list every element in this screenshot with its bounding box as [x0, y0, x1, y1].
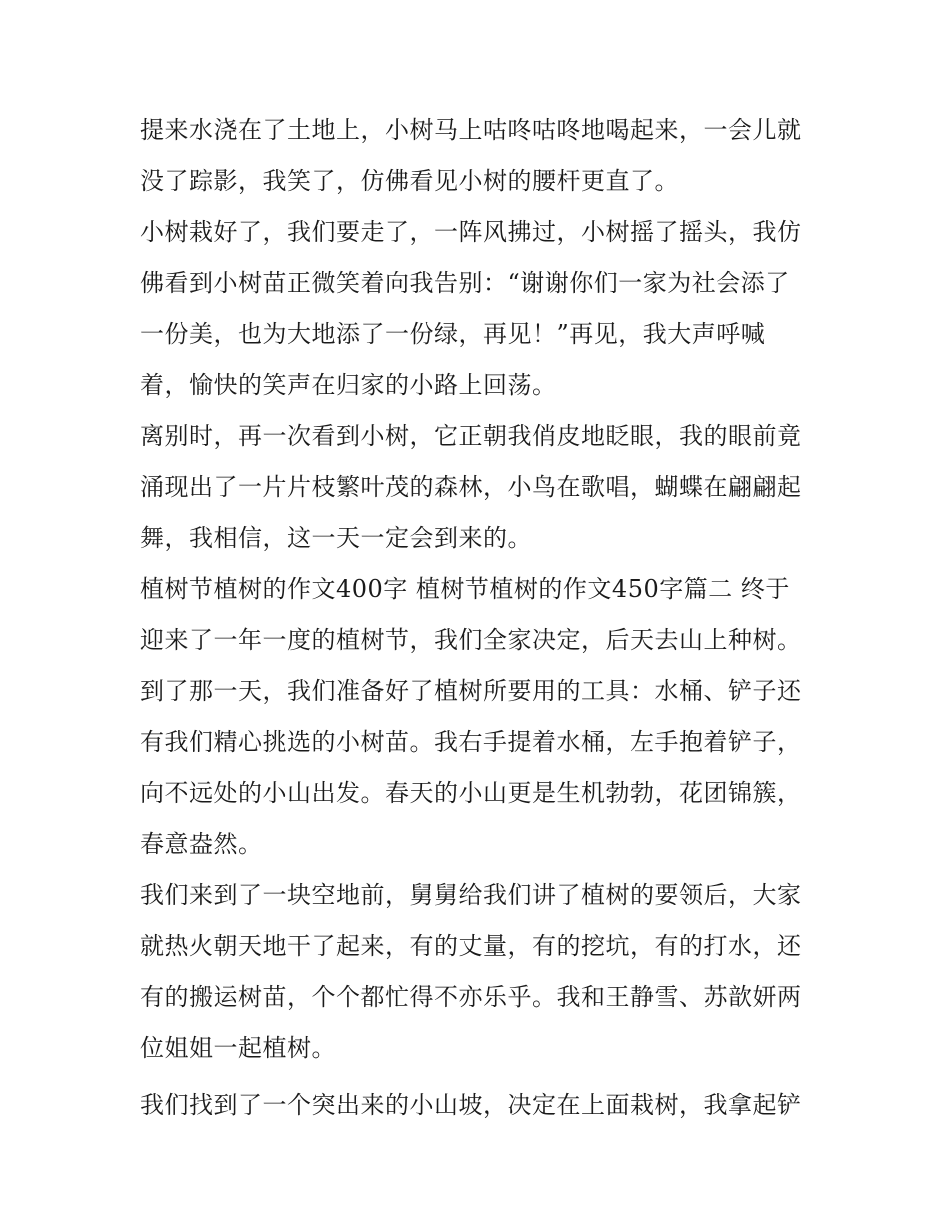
text-line: 佛看到小树苗正微笑着向我告别：“谢谢你们一家为社会添了 [140, 269, 790, 297]
text-line: 涌现出了一片片枝繁叶茂的森林，小鸟在歌唱，蝴蝶在翩翩起 [140, 473, 802, 501]
text-line: 小树栽好了，我们要走了，一阵风拂过，小树摇了摇头，我仿 [140, 218, 802, 246]
text-line: 离别时，再一次看到小树，它正朝我俏皮地眨眼，我的眼前竟 [140, 422, 802, 450]
text-line: 提来水浇在了土地上，小树马上咕咚咕咚地喝起来，一会儿就 [140, 116, 802, 144]
text-line: 有的搬运树苗，个个都忙得不亦乐乎。我和王静雪、苏歆妍两 [140, 983, 802, 1011]
text-line: 我们找到了一个突出来的小山坡，决定在上面栽树，我拿起铲 [140, 1091, 802, 1119]
text-line: 舞，我相信，这一天一定会到来的。 [140, 524, 532, 552]
text-line: 没了踪影，我笑了，仿佛看见小树的腰杆更直了。 [140, 167, 679, 195]
text-line: 到了那一天，我们准备好了植树所要用的工具：水桶、铲子还 [140, 677, 802, 705]
text-line: 着，愉快的笑声在归家的小路上回荡。 [140, 371, 557, 399]
text-line: 有我们精心挑选的小树苗。我右手提着水桶，左手抱着铲子， [140, 728, 802, 756]
text-line: 迎来了一年一度的植树节，我们全家决定，后天去山上种树。 [140, 626, 802, 654]
text-line: 春意盎然。 [140, 830, 263, 858]
text-line: 植树节植树的作文400字 植树节植树的作文450字篇二 终于 [140, 575, 790, 603]
text-line: 向不远处的小山出发。春天的小山更是生机勃勃，花团锦簇， [140, 779, 802, 807]
text-line: 就热火朝天地干了起来，有的丈量，有的挖坑，有的打水，还 [140, 932, 802, 960]
text-line: 一份美，也为大地添了一份绿，再见！”再见，我大声呼喊 [140, 320, 766, 348]
text-line: 我们来到了一块空地前，舅舅给我们讲了植树的要领后，大家 [140, 881, 802, 909]
text-line: 位姐姐一起植树。 [140, 1034, 336, 1062]
